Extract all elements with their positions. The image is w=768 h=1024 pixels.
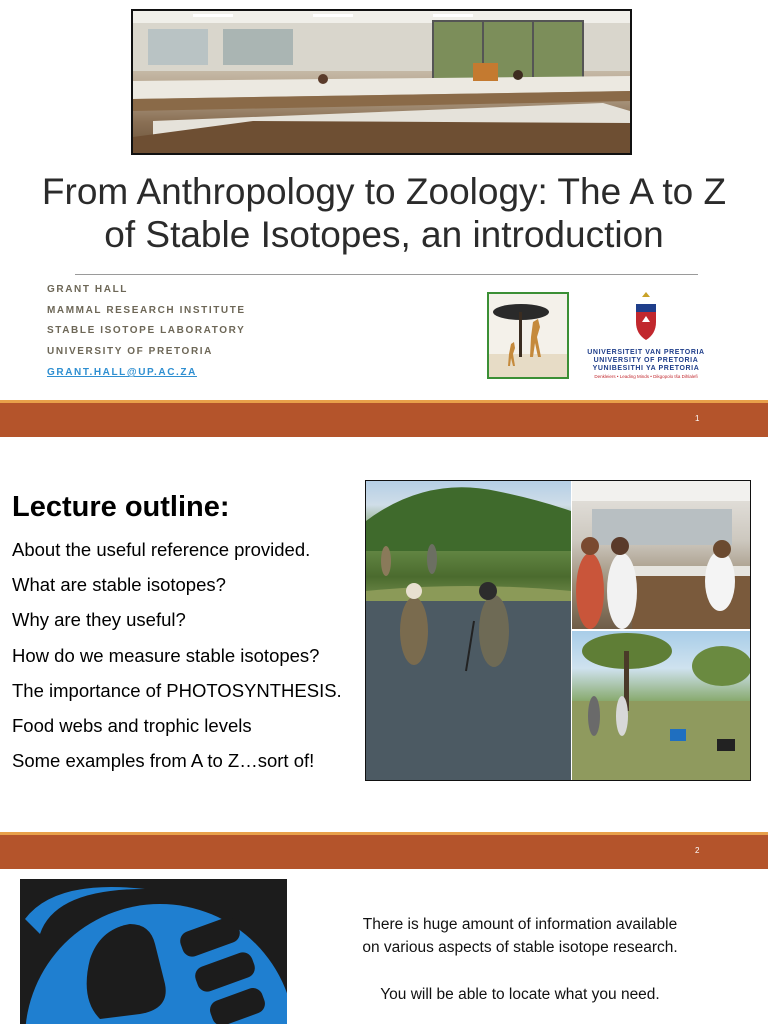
reference-app-logo [20, 879, 287, 1024]
author-lab: STABLE ISOTOPE LABORATORY [47, 325, 246, 336]
outline-item: The importance of PHOTOSYNTHESIS. [12, 680, 342, 701]
laboratory-photo [131, 9, 632, 155]
slide-2-footer-band [0, 835, 768, 869]
slide-1-footer-band [0, 403, 768, 437]
author-name: GRANT HALL [47, 284, 128, 295]
lecture-outline-heading: Lecture outline: [12, 491, 230, 523]
info-text-line-1: There is huge amount of information available [362, 916, 678, 933]
outline-item: What are stable isotopes? [12, 574, 226, 595]
river-fieldwork-illustration [366, 481, 571, 780]
author-email-row [47, 367, 197, 378]
outline-item: How do we measure stable isotopes? [12, 645, 320, 666]
laboratory-workers-photo [572, 481, 750, 629]
title-line-2: of Stable Isotopes, an introduction [104, 214, 664, 255]
title-divider [75, 274, 698, 275]
info-text-line-3: You will be able to locate what you need. [380, 986, 660, 1003]
up-logo-line-1: UNIVERSITEIT VAN PRETORIA [587, 349, 705, 356]
author-university: UNIVERSITY OF PRETORIA [47, 346, 213, 357]
presentation-title [0, 170, 768, 256]
up-logo-tagline: Denkleiers • Leading Minds • Dikgopolo tša Dihlalefi [594, 374, 698, 379]
author-email-link[interactable]: GRANT.HALL@UP.AC.ZA [47, 367, 197, 378]
up-logo-line-2: UNIVERSITY OF PRETORIA [593, 357, 699, 364]
outline-item: Food webs and trophic levels [12, 715, 252, 736]
giraffe-logo [487, 292, 569, 379]
laboratory-illustration [133, 11, 630, 153]
up-logo-line-3: YUNIBESITHI YA PRETORIA [592, 365, 700, 372]
planet-thumbs-up-icon [20, 879, 287, 1024]
outline-item: Why are they useful? [12, 609, 186, 630]
giraffe-tree-icon [489, 294, 567, 377]
savanna-fieldwork-photo [572, 631, 750, 780]
outline-item: Some examples from A to Z…sort of! [12, 750, 315, 771]
info-text-line-2: on various aspects of stable isotope research. [362, 939, 678, 956]
university-crest-icon [632, 290, 660, 346]
university-of-pretoria-logo [584, 290, 708, 382]
river-fieldwork-photo [366, 481, 571, 780]
slide-1-number: 1 [695, 414, 700, 423]
outline-item: About the useful reference provided. [12, 539, 311, 560]
author-institute: MAMMAL RESEARCH INSTITUTE [47, 305, 246, 316]
title-line-1: From Anthropology to Zoology: The A to Z [41, 171, 727, 212]
laboratory-workers-illustration [572, 481, 750, 629]
slide-2-number: 2 [695, 846, 700, 855]
savanna-fieldwork-illustration [572, 631, 750, 780]
